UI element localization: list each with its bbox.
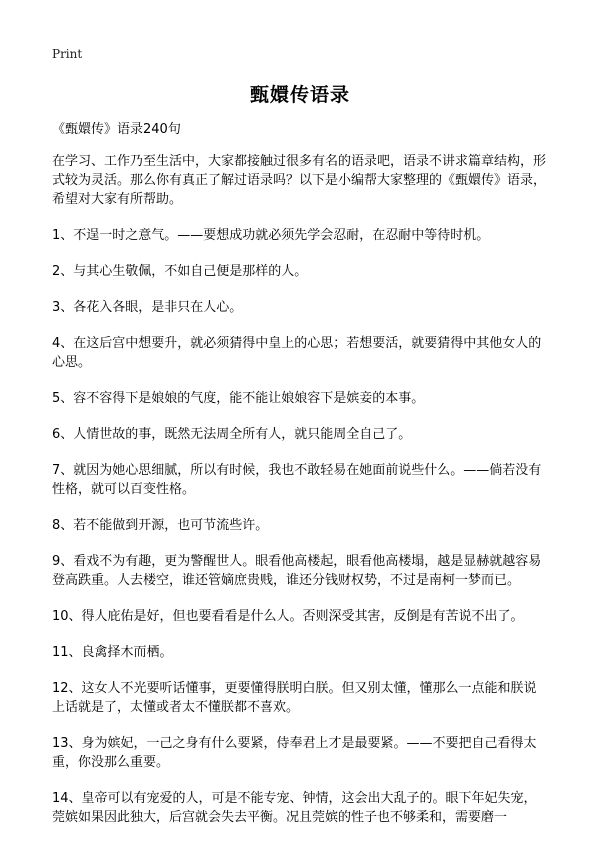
intro-paragraph: 在学习、工作乃至生活中，大家都接触过很多有名的语录吧，语录不讲求篇章结构，形式较为灵活。那么你有真正了解过语录吗？以下是小编帮大家整理的《甄嬛传》语录，希望对大家有所帮助。 [52, 154, 547, 207]
print-link[interactable]: Print [52, 47, 83, 61]
quote-item: 4、在这后宫中想要升，就必须猜得中皇上的心思；若想要活，就要猜得中其他女人的心思。 [52, 336, 542, 370]
quote-item: 7、就因为她心思细腻，所以有时候，我也不敢轻易在她面前说些什么。——倘若没有性格，就可以百变性格。 [52, 463, 542, 497]
quote-item: 11、良禽择木而栖。 [52, 645, 173, 660]
quote-item: 3、各花入各眼，是非只在人心。 [52, 300, 243, 315]
quote-item: 5、容不容得下是娘娘的气度，能不能让娘娘容下是嫔妾的本事。 [52, 391, 425, 406]
quote-item: 2、与其心生敬佩，不如自己便是那样的人。 [52, 264, 308, 279]
quote-item: 10、得人庇佑是好，但也要看看是什么人。否则深受其害，反倒是有苦说不出了。 [52, 609, 524, 624]
quote-item: 12、这女人不光要听话懂事，更要懂得朕明白朕。但又别太懂，懂那么一点能和朕说上话就是了，太懂或者太不懂朕都不喜欢。 [52, 681, 537, 715]
quote-item: 1、不逞一时之意气。——要想成功就必须先学会忍耐，在忍耐中等待时机。 [52, 228, 490, 243]
quote-item: 13、身为嫔妃，一己之身有什么要紧，侍奉君上才是最要紧。——不要把自己看得太重，你没那么重要。 [52, 736, 537, 770]
article-subtitle: 《甄嬛传》语录240句 [52, 122, 181, 137]
quote-item: 6、人情世故的事，既然无法周全所有人，就只能周全自己了。 [52, 427, 412, 442]
quote-item: 8、若不能做到开源，也可节流些许。 [52, 518, 269, 533]
quote-item: 9、看戏不为有趣，更为警醒世人。眼看他高楼起，眼看他高楼塌，越是显赫就越容易登高跌重。人去楼空，谁还管嫡庶贵贱，谁还分钱财权势，不过是南柯一梦而已。 [52, 554, 542, 588]
page-title: 甄嬛传语录 [249, 84, 350, 106]
article-body [52, 120, 548, 844]
quote-item: 14、皇帝可以有宠爱的人，可是不能专宠、钟情，这会出大乱子的。眼下年妃失宠，莞嫔如果因此独大，后宫就会失去平衡。况且莞嫔的性子也不够柔和，需要磨一 [52, 791, 537, 825]
